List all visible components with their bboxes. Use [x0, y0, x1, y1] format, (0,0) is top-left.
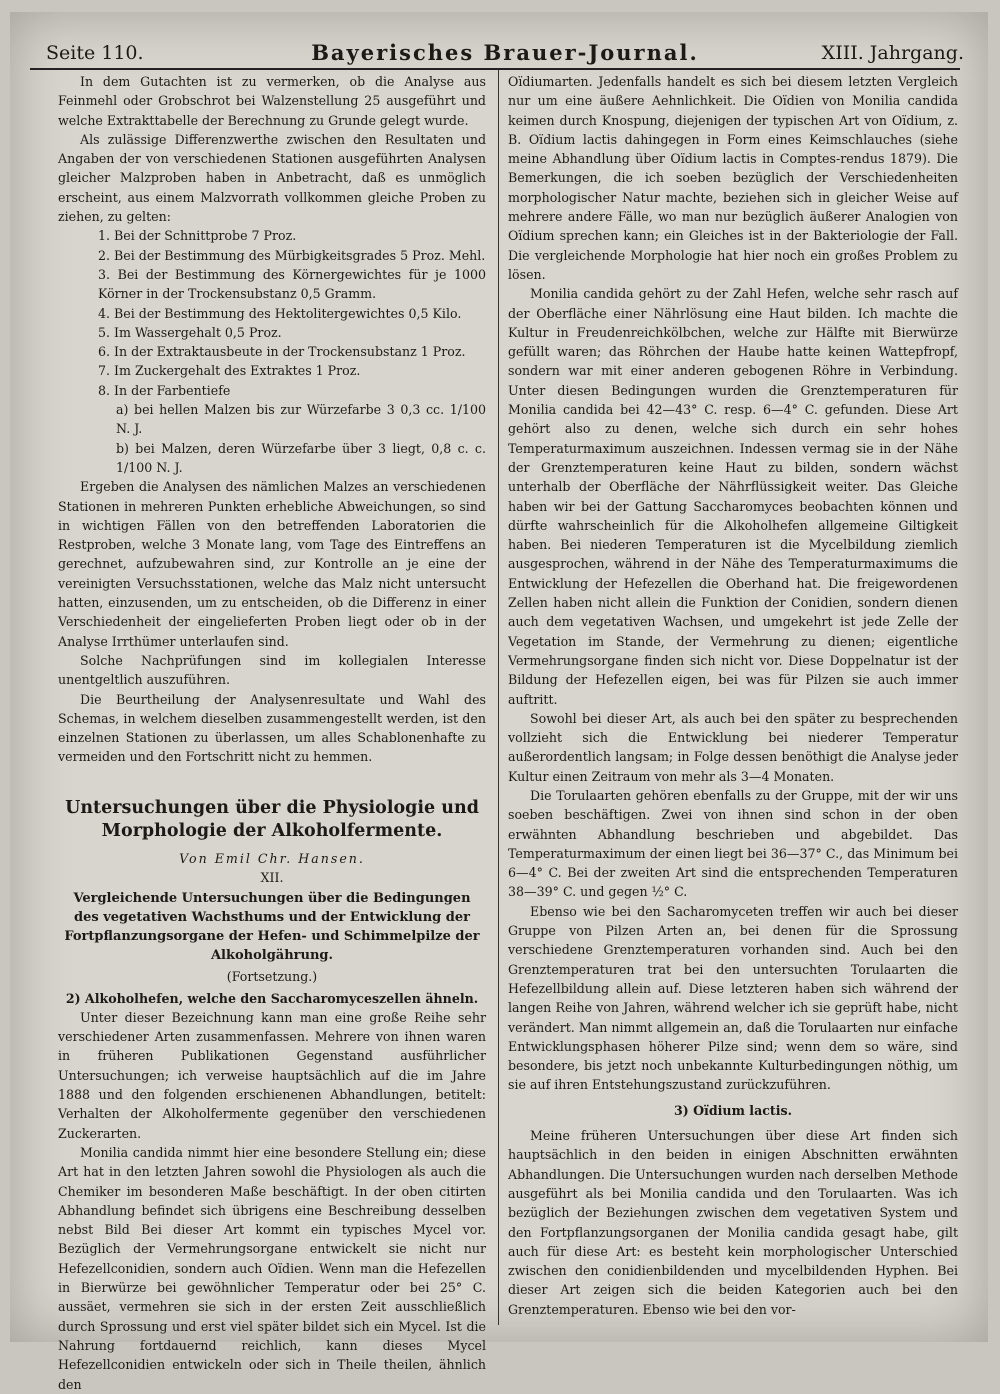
article-subtitle: Vergleichende Untersuchungen über die Bedingungen des vegetativen Wachsthums und der Entwicklung der Fortpflanzungsorgane der Hefen- und Schimmelpilze der Alkoholgährung.	[64, 891, 480, 964]
body-paragraph: Oïdiumarten. Jedenfalls handelt es sich bei diesem letzten Vergleich nur um eine äußere Aehnlichkeit. Die Oïdien von Monilia candida keimen durch Knospung, diejenigen der typischen Art von Oïdium, z. B. Oïdium lactis dahingegen in Form eines Keimschlauches (siehe meine Abhandlung über Oïdium lactis in Comptes-rendus 1879). Die Bemerkungen, die ich soeben bezüglich der Verschiedenheiten morphologischer Natur machte, beziehen sich in gleicher Weise auf mehrere andere Fälle, wo man nur bezüglich äußerer Analogien von Oïdium sprechen kann; ein Gleiches ist in der Bakteriologie der Fall. Die vergleichende Morphologie hat hier noch ein großes Problem zu lösen.	[508, 74, 958, 282]
column-divider	[498, 70, 499, 1325]
list-item: 5. Im Wassergehalt 0,5 Proz.	[98, 324, 282, 340]
differences-paragraph: Als zulässige Differenzwerthe zwischen den Resultaten und Angaben der von verschiedenen Stationen ausgeführten Analysen gleicher Malzproben haben in Anbetracht, daß es unmöglich erscheint, aus einem Malzvorrath vollkommen gleiche Proben zu ziehen, zu gelten:	[58, 131, 486, 225]
left-column	[58, 72, 486, 1394]
list-item: 2. Bei der Bestimmung des Mürbigkeitsgrades 5 Proz. Mehl.	[98, 247, 486, 263]
article-author: Von Emil Chr. Hansen.	[179, 850, 365, 866]
list-item: 6. In der Extraktausbeute in der Trockensubstanz 1 Proz.	[98, 344, 466, 360]
section-heading: 3) Oïdium lactis.	[673, 1102, 792, 1118]
header-rule	[30, 68, 960, 70]
continued-note: (Fortsetzung.)	[226, 969, 318, 985]
body-paragraph: Sowohl bei dieser Art, als auch bei den später zu besprechenden vollzieht sich die Entwicklung bei niederer Temperatur außerordentlich langsam; in Folge dessen benöthigt die Analyse jeder Kultur einen Zeitraum von mehr als 3—4 Monaten.	[508, 710, 958, 784]
list-item: 1. Bei der Schnittprobe 7 Proz.	[98, 228, 297, 244]
body-paragraph: Monilia candida gehört zu der Zahl Hefen, welche sehr rasch auf der Oberfläche einer Nährlösung eine Haut bilden. Ich machte die Kultur in Freudenreichkölbchen, welche zur Hälfte mit Bierwürze gefüllt waren; das Röhrchen der Haube hatte keinen Wattepfropf, sondern war mit einer anderen gebogenen Röhre in Verbindung. Unter diesen Bedingungen wurden die Grenztemperaturen für Monilia candida bei 42—43° C. resp. 6—4° C. gefunden. Diese Art gehört also zu denen, welche sich durch ein sehr hohes Temperaturmaximum auszeichnen. Indessen vermag sie in der Nähe der Grenztemperaturen keine Haut zu bilden, sondern wächst unterhalb der Oberfläche der Nährflüssigkeit weiter. Das Gleiche haben wir bei der Gattung Saccharomyces beobachten können und dürfte wahrscheinlich für die Alkoholhefen allgemeine Giltigkeit haben. Bei niederen Temperaturen ist die Mycelbildung ziemlich ausgesprochen, während in der Nähe des Temperaturmaximums die Entwicklung der Hefezellen die Oberhand hat. Die freigewordenen Zellen haben nicht allein die Funktion der Conidien, sondern dienen auch dem vegetativen Wachsen, und umgekehrt ist jede Zelle der Vegetation im Stande, der Vermehrung zu dienen; eigentliche Vermehrungsorgane finden sich nicht vor. Diese Doppelnatur ist der Bildung der Hefezellen eigen, bei was für Pilzen sie auch immer auftritt.	[508, 286, 958, 707]
body-paragraph: Monilia candida nimmt hier eine besondere Stellung ein; diese Art hat in den letzten Jahren sowohl die Physiologen als auch die Chemiker im besonderen Maße beschäftigt. In der oben citirten Abhandlung befindet sich übrigens eine Beschreibung desselben nebst Bild Bei dieser Art kommt ein typisches Mycel vor. Bezüglich der Vermehrungsorgane entwickelt sie nicht nur Hefezellconidien, sondern auch Oïdien. Wenn man die Hefezellen in Bierwürze bei gewöhnlicher Temperatur oder bei 25° C. aussäet, vermehren sie sich in der ersten Zeit ausschließlich durch Sprossung und erst viel später bildet sich ein Mycel. Ist die Nahrung fortdauernd reichlich, kann dieses Mycel Hefezellconidien entwickeln oder sich in Theile theilen, ähnlich den	[58, 1144, 486, 1392]
journal-title: Bayerisches Brauer-Journal.	[311, 40, 699, 65]
results-paragraph: Ergeben die Analysen des nämlichen Malzes an verschiedenen Stationen in mehreren Punkten erhebliche Abweichungen, so sind in wichtigen Fällen von den betreffenden Laboratorien die Restproben, welche 3 Monate lang, vom Tage des Eintreffens an gerechnet, aufzubewahren sind, zur Kontrolle an je eine der vereinigten Versuchsstationen, welche das Malz nicht untersucht hatten, einzusenden, um zu entscheiden, ob die Differenz in einer Verschiedenheit der eingelieferten Proben liegt oder ob in der Analyse Irrthümer unterlaufen sind.	[58, 479, 486, 649]
list-item: 3. Bei der Bestimmung des Körnergewichtes für je 1000 Körner in der Trockensubstanz 0,5 Gramm.	[98, 266, 486, 302]
list-item: 4. Bei der Bestimmung des Hektolitergewichtes 0,5 Kilo.	[98, 305, 462, 321]
color-a: a) bei hellen Malzen bis zur Würzefarbe 3 0,3 cc. 1/100 N. J.	[116, 402, 486, 437]
right-column	[508, 72, 958, 1319]
list-item: 7. Im Zuckergehalt des Extraktes 1 Proz.	[98, 363, 361, 379]
tolerance-list	[58, 226, 486, 400]
article-title: Untersuchungen über die Physiologie und Morphologie der Alkoholfermente.	[65, 797, 479, 841]
page-number: Seite 110.	[46, 42, 144, 64]
volume-label: XIII. Jahrgang.	[821, 42, 964, 64]
body-paragraph: Meine früheren Untersuchungen über diese Art finden sich hauptsächlich in den beiden in einigen Abschnitten erwähnten Abhandlungen. Die Untersuchungen wurden nach derselben Methode ausgeführt als bei Monilia candida und den Torulaarten. Was ich bezüglich der Beziehungen zwischen dem vegetativen System und den Fortpflanzungsorganen der Monilia candida gesagt habe, gilt auch für diese Art: es besteht kein morphologischer Unterschied zwischen den conidienbildenden und mycelbildenden Hyphen. Bei dieser Art zeigen sich die beiden Kategorien auch bei den Grenztemperaturen. Ebenso wie bei den vor-	[508, 1128, 958, 1317]
body-paragraph: Ebenso wie bei den Sacharomyceten treffen wir auch bei dieser Gruppe von Pilzen Arten an, bei denen für die Sprossung verschiedene Grenztemperaturen vorhanden sind. Auch bei den Grenztemperaturen trat bei den untersuchten Torulaarten die Hefezellbildung allein auf. Diese letzteren haben sich während der langen Reihe von Jahren, während welcher ich sie geprüft habe, nicht verändert. Man nimmt allgemein an, daß die Torulaarten nur einfache Entwicklungsphasen höherer Pilze sind; wenn dem so wäre, sind besondere, bis jetzt noch unbekannte Kulturbedingungen nöthig, um sie auf ihren Entstehungszustand zurückzuführen.	[508, 903, 958, 1093]
intro-paragraph: In dem Gutachten ist zu vermerken, ob die Analyse aus Feinmehl oder Grobschrot bei Walzenstellung 25 ausgeführt und welche Extrakttabelle der Berechnung zu Grunde gelegt wurde.	[58, 74, 486, 128]
color-b: b) bei Malzen, deren Würzefarbe über 3 liegt, 0,8 c. c. 1/100 N. J.	[116, 440, 486, 475]
assessment-paragraph: Die Beurtheilung der Analysenresultate und Wahl des Schemas, in welchem dieselben zusammengestellt werden, ist den einzelnen Stationen zu überlassen, um alles Schablonenhafte zu vermeiden und den Fortschritt nicht zu hemmen.	[58, 691, 486, 765]
body-paragraph: Die Torulaarten gehören ebenfalls zu der Gruppe, mit der wir uns soeben beschäftigen. Zwei von ihnen sind schon in der oben erwähnten Abhandlung beschrieben und abgebildet. Das Temperaturmaximum der einen liegt bei 36—37° C., das Minimum bei 6—4° C. Bei der zweiten Art sind die entsprechenden Temperaturen 38—39° C. und gegen ½° C.	[508, 787, 958, 900]
list-item: 8. In der Farbentiefe	[98, 382, 231, 398]
checks-paragraph: Solche Nachprüfungen sind im kollegialen Interesse unentgeltlich auszuführen.	[58, 652, 486, 688]
part-number: XII.	[260, 869, 284, 885]
body-paragraph: Unter dieser Bezeichnung kann man eine große Reihe sehr verschiedener Arten zusammenfassen. Mehrere von ihnen waren in früheren Publikationen Gegenstand ausführlicher Untersuchungen; ich verweise hauptsächlich auf die im Jahre 1888 und den folgenden erschienenen Abhandlungen, betitelt: Verhalten der Alkoholfermente gegenüber den verschiedenen Zuckerarten.	[58, 1009, 486, 1141]
section-heading: 2) Alkoholhefen, welche den Saccharomyceszellen ähneln.	[65, 990, 479, 1006]
